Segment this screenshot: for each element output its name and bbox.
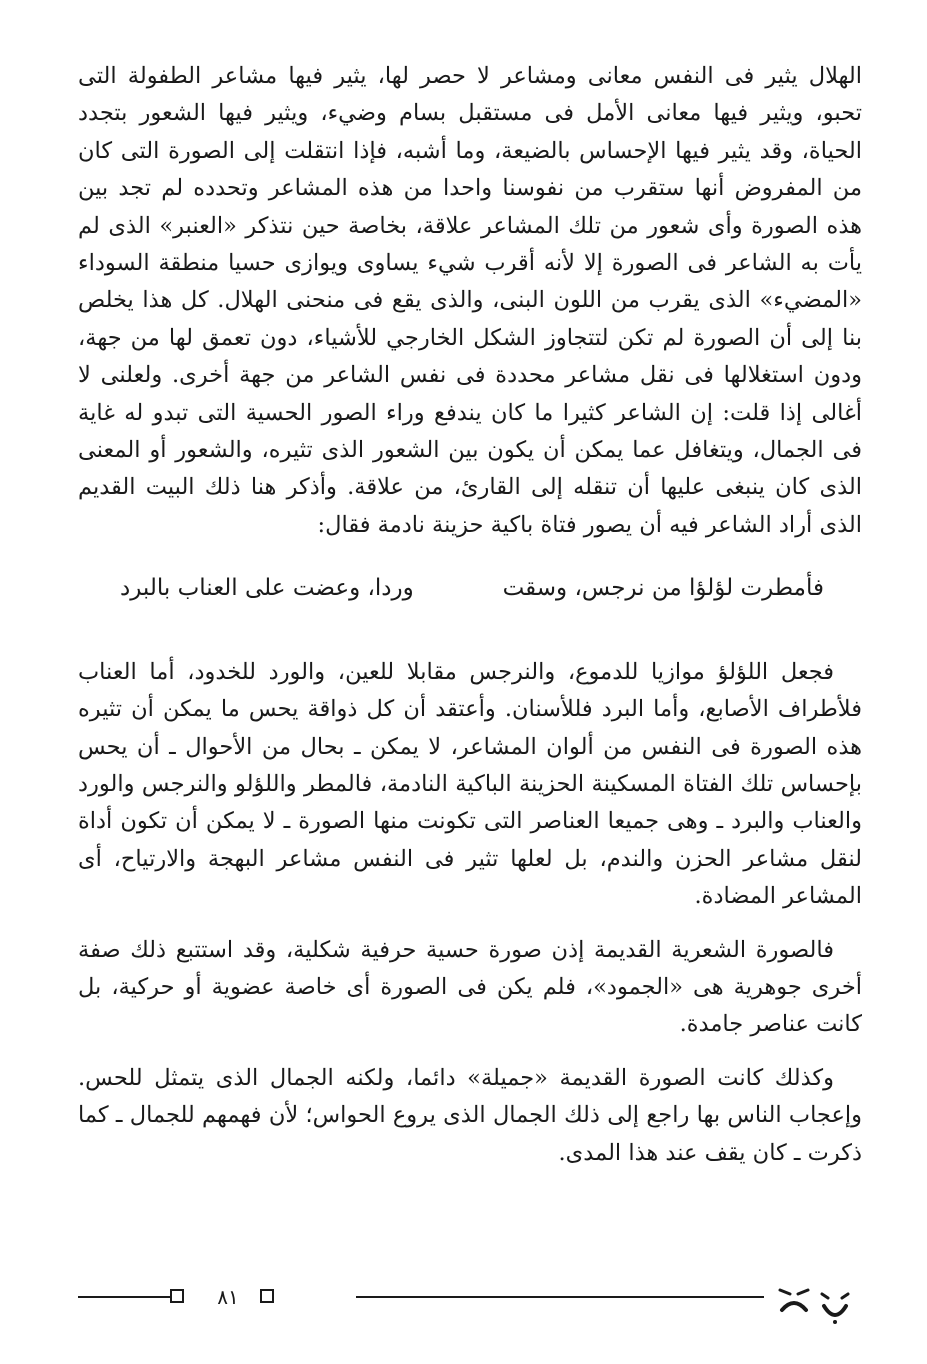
footer-square-left	[170, 1289, 184, 1303]
page-body	[78, 58, 862, 1172]
footer-rule-left	[78, 1296, 170, 1298]
paragraph-2: فجعل اللؤلؤ موازيا للدموع، والنرجس مقابلا للعين، والورد للخدود، أما العناب فلأطراف الأصابع، وأما البرد فللأسنان. وأعتقد أن كل ذواقة يحس ما يمكن أن تثيره هذه الصورة فى النفس من ألوان المشاعر، لا يمكن ـ بحال من الأحوال ـ أن يحس بإحساس تلك الفتاة المسكينة الحزينة الباكية النادمة، فالمطر واللؤلو والنرجس والورد والعناب والبرد ـ وهى جميعا العناصر التى تكونت منها الصورة ـ لا يمكن أن تكون أداة لنقل مشاعر الحزن والندم، بل لعلها تثير فى النفس مشاعر البهجة والارتياح، أى المشاعر المضادة.	[78, 658, 862, 910]
paragraph-1: الهلال يثير فى النفس معانى ومشاعر لا حصر لها، يثير فيها مشاعر الطفولة التى تحبو، ويثير فيها معانى الأمل فى مستقبل بسام وضيء، ويثير فيها الشعور بتجدد الحياة، وقد يثير فيها الإحساس بالضيعة، وما أشبه، فإذا انتقلت إلى الصورة التى كان من المفروض أنها ستقرب من نفوسنا واحدا من هذه المشاعر وتحدده لم تجد بين هذه الصورة وأى شعور من تلك المشاعر علاقة، بخاصة حين نتذكر «العنبر» الذى لم يأت به الشاعر فى الصورة إلا لأنه أقرب شيء يساوى ويوازى حسيا منطقة السوداء «المضيء» الذى يقرب من اللون البنى، والذى يقع فى منحنى الهلال. كل هذا يخلص بنا إلى أن الصورة لم تكن لتتجاوز الشكل الخارجي للأشياء، دون تعمق لها من جهة، ودون استغلالها فى نقل مشاعر محددة فى نفس الشاعر من جهة أخرى. ولعلنى لا أغالى إذا قلت: إن الشاعر كثيرا ما كان يندفع وراء الصور الحسية التى تبدو له غاية فى الجمال، ويتغافل عما يمكن أن يكون بين الشعور الذى تثيره، والشعور أو المعنى الذى كان ينبغى عليها أن تنقله إلى القارئ، من علاقة. وأذكر هنا ذلك البيت القديم الذى أراد الشاعر فيه أن يصور فتاة باكية حزينة نادمة فقال:	[78, 63, 862, 538]
footer-rule-middle	[356, 1296, 764, 1298]
poem-verse	[78, 570, 862, 607]
verse-first-hemistich: فأمطرت لؤلؤا من نرجس، وسقت	[502, 575, 824, 602]
decorative-face-ornament-icon	[772, 1280, 862, 1330]
verse-second-hemistich: وردا، وعضت على العناب بالبرد	[120, 575, 414, 602]
footer-square-right	[260, 1289, 274, 1303]
paragraph-4: وكذلك كانت الصورة القديمة «جميلة» دائما، ولكنه الجمال الذى يتمثل للحس. وإعجاب الناس بها راجع إلى ذلك الجمال الذى يروع الحواس؛ لأن فهمهم للجمال ـ كما ذكرت ـ كان يقف عند هذا المدى.	[78, 1064, 862, 1166]
page-number: ٨١	[217, 1285, 239, 1309]
page-footer	[78, 1280, 862, 1330]
paragraph-3: فالصورة الشعرية القديمة إذن صورة حسية حرفية شكلية، وقد استتبع ذلك صفة أخرى جوهرية هى «الجمود»، فلم يكن فى الصورة أى خاصة عضوية أو حركية، بل كانت عناصر جامدة.	[78, 936, 862, 1038]
